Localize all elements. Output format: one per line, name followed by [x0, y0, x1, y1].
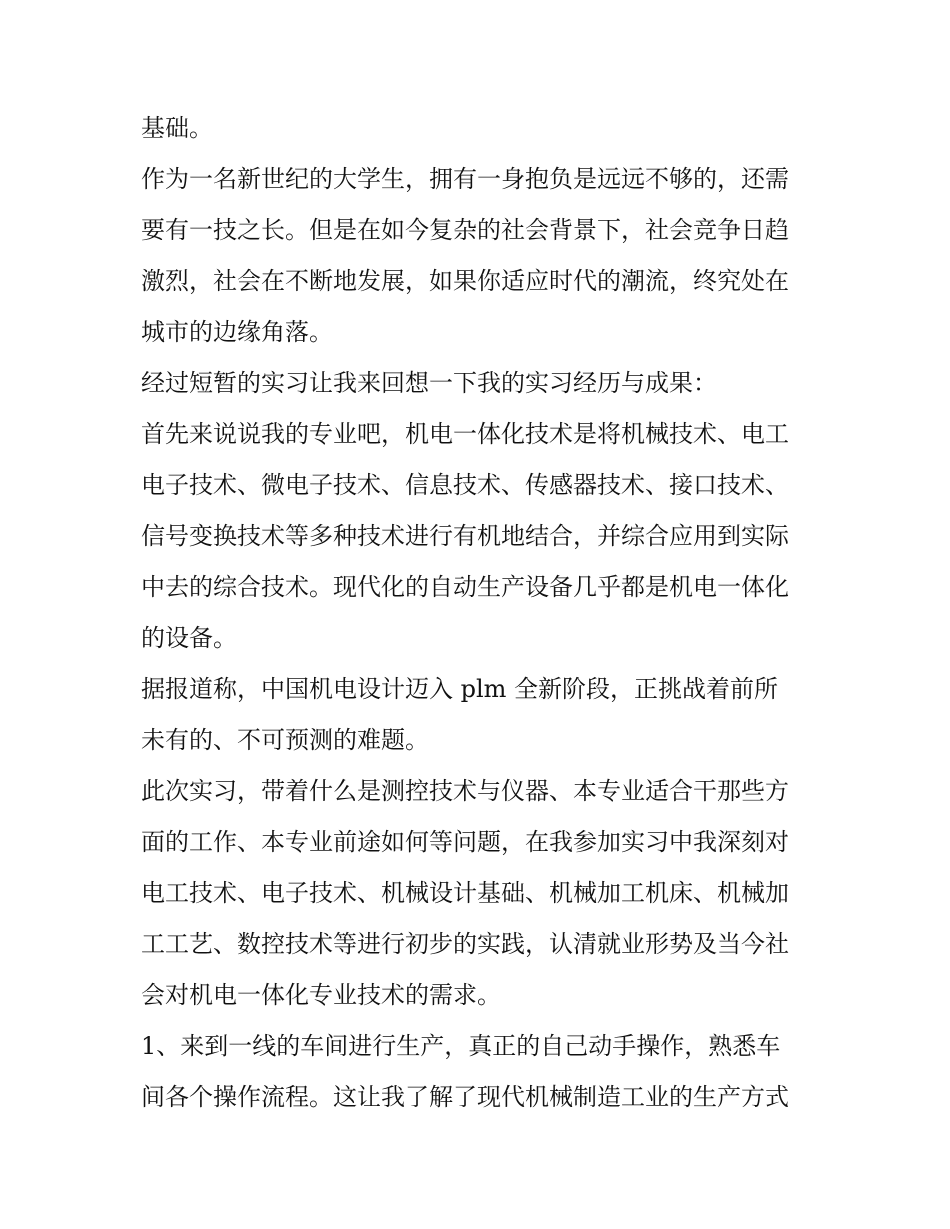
text-line: 1、来到一线的车间进行生产，真正的自己动手操作，熟悉车 — [141, 1032, 781, 1060]
text-line: 电工技术、电子技术、机械设计基础、机械加工机床、机械加 — [141, 879, 789, 907]
text-line: 首先来说说我的专业吧，机电一体化技术是将机械技术、电工 — [141, 420, 789, 448]
text-line: 信号变换技术等多种技术进行有机地结合，并综合应用到实际 — [141, 522, 789, 550]
text-line: 间各个操作流程。这让我了解了现代机械制造工业的生产方式 — [141, 1083, 789, 1111]
text-line: 的设备。 — [141, 624, 237, 652]
text-line: 此次实习，带着什么是测控技术与仪器、本专业适合干那些方 — [141, 777, 789, 805]
text-line: 作为一名新世纪的大学生，拥有一身抱负是远远不够的，还需 — [141, 165, 789, 193]
text-line: 工工艺、数控技术等进行初步的实践，认清就业形势及当今社 — [141, 930, 789, 958]
text-line: 未有的、不可预测的难题。 — [141, 726, 429, 754]
text-line: 要有一技之长。但是在如今复杂的社会背景下，社会竞争日趋 — [141, 216, 789, 244]
text-line: 面的工作、本专业前途如何等问题，在我参加实习中我深刻对 — [141, 828, 789, 856]
text-line: 激烈，社会在不断地发展，如果你适应时代的潮流，终究处在 — [141, 267, 789, 295]
text-line: 电子技术、微电子技术、信息技术、传感器技术、接口技术、 — [141, 471, 789, 499]
text-line: 据报道称，中国机电设计迈入 plm 全新阶段，正挑战着前所 — [141, 675, 779, 703]
document-body — [141, 103, 821, 1123]
text-line: 经过短暂的实习让我来回想一下我的实习经历与成果： — [141, 369, 717, 397]
text-line: 城市的边缘角落。 — [141, 318, 333, 346]
text-line: 基础。 — [141, 114, 213, 142]
text-line: 会对机电一体化专业技术的需求。 — [141, 981, 501, 1009]
text-line: 中去的综合技术。现代化的自动生产设备几乎都是机电一体化 — [141, 573, 789, 601]
